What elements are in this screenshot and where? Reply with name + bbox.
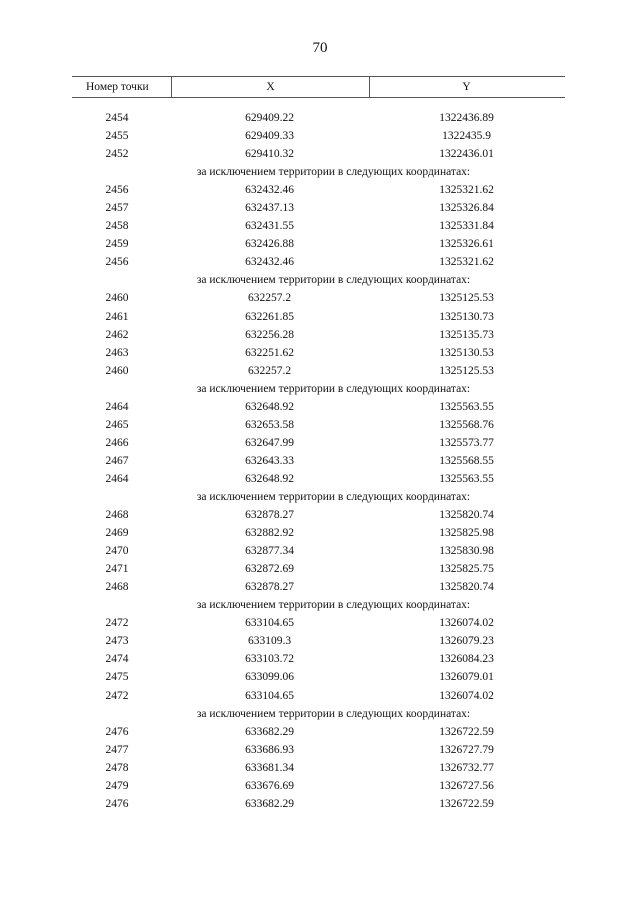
y-cell: 1326727.56 [439, 779, 494, 792]
point-number-cell: 2455 [105, 130, 129, 143]
table-row [72, 344, 565, 362]
table-row [72, 560, 565, 578]
point-number-cell: 2464 [105, 400, 129, 413]
exclusion-note: за исключением территории в следующих координатах: [196, 382, 471, 395]
x-cell: 632877.34 [245, 545, 294, 558]
table-row [72, 578, 565, 596]
x-cell: 632426.88 [245, 238, 294, 251]
header-point-number: Номер точки [86, 81, 149, 93]
table-row [72, 470, 565, 488]
point-number-cell: 2456 [105, 256, 129, 269]
exclusion-note: за исключением территории в следующих координатах: [196, 166, 471, 179]
x-cell: 632872.69 [245, 563, 294, 576]
table-row [72, 506, 565, 524]
table-row [72, 795, 565, 813]
table-row [72, 127, 565, 145]
x-cell: 633686.93 [245, 743, 294, 756]
x-cell: 633104.65 [245, 617, 294, 630]
point-number-cell: 2466 [105, 436, 129, 449]
point-number-cell: 2452 [105, 148, 129, 161]
x-cell: 632437.13 [245, 202, 294, 215]
exclusion-note: за исключением территории в следующих координатах: [196, 707, 471, 720]
point-number-cell: 2460 [105, 292, 129, 305]
x-cell: 629409.22 [245, 112, 294, 124]
point-number-cell: 2457 [105, 202, 129, 215]
y-cell: 1325130.53 [439, 346, 494, 359]
y-cell: 1326074.02 [439, 617, 494, 630]
y-cell: 1326727.79 [439, 743, 494, 756]
x-cell: 632643.33 [245, 454, 294, 467]
point-number-cell: 2475 [105, 671, 129, 684]
point-number-cell: 2460 [105, 364, 129, 377]
table-row [72, 362, 565, 380]
y-cell: 1326084.23 [439, 653, 494, 666]
x-cell: 629410.32 [245, 148, 294, 161]
x-cell: 632257.2 [247, 292, 292, 305]
table-row [72, 524, 565, 542]
x-cell: 633104.65 [245, 689, 294, 702]
y-cell: 1322436.89 [439, 112, 494, 124]
table-row [72, 199, 565, 217]
table-row [72, 398, 565, 416]
y-cell: 1325830.98 [439, 545, 494, 558]
x-cell: 632647.99 [245, 436, 294, 449]
point-number-cell: 2470 [105, 545, 129, 558]
x-cell: 633099.06 [245, 671, 294, 684]
y-cell: 1325563.55 [439, 472, 494, 485]
y-cell: 1325820.74 [439, 509, 494, 522]
x-cell: 632432.46 [245, 256, 294, 269]
table-row [72, 741, 565, 759]
point-number-cell: 2478 [105, 761, 129, 774]
y-cell: 1325573.77 [439, 436, 494, 449]
y-cell: 1325825.98 [439, 527, 494, 540]
point-number-cell: 2472 [105, 689, 129, 702]
table-row [72, 326, 565, 344]
y-cell: 1326079.23 [439, 635, 494, 648]
exclusion-note: за исключением территории в следующих координатах: [196, 599, 471, 612]
point-number-cell: 2462 [105, 328, 129, 341]
y-cell: 1325568.55 [439, 454, 494, 467]
y-cell: 1325326.84 [439, 202, 494, 215]
point-number-cell: 2465 [105, 418, 129, 431]
y-cell: 1325125.53 [439, 292, 494, 305]
point-number-cell: 2471 [105, 563, 129, 576]
x-cell: 632648.92 [245, 472, 294, 485]
y-cell: 1325321.62 [439, 256, 494, 269]
point-number-cell: 2469 [105, 527, 129, 540]
y-cell: 1325135.73 [439, 328, 494, 341]
point-number-cell: 2463 [105, 346, 129, 359]
y-cell: 1325125.53 [439, 364, 494, 377]
y-cell: 1325331.84 [439, 220, 494, 233]
table-row [72, 145, 565, 163]
exclusion-note: за исключением территории в следующих координатах: [196, 274, 471, 287]
table-row [72, 687, 565, 705]
table-row [72, 452, 565, 470]
x-cell: 629409.33 [245, 130, 294, 143]
table-row [72, 759, 565, 777]
point-number-cell: 2468 [105, 509, 129, 522]
point-number-cell: 2479 [105, 779, 129, 792]
y-cell: 1325130.73 [439, 310, 494, 323]
y-cell: 1326079.01 [439, 671, 494, 684]
x-cell: 633676.69 [245, 779, 294, 792]
table-header [72, 76, 565, 98]
x-cell: 632653.58 [245, 418, 294, 431]
table-row [72, 217, 565, 235]
coordinate-table-body [72, 109, 565, 813]
table-row [72, 308, 565, 326]
table-row [72, 416, 565, 434]
table-row [72, 777, 565, 795]
point-number-cell: 2467 [105, 454, 129, 467]
point-number-cell: 2454 [105, 112, 129, 124]
x-cell: 632251.62 [245, 346, 294, 359]
header-y: Y [462, 81, 471, 93]
x-cell: 632261.85 [245, 310, 294, 323]
y-cell: 1325568.76 [439, 418, 494, 431]
point-number-cell: 2476 [105, 797, 129, 810]
y-cell: 1326074.02 [439, 689, 494, 702]
header-x: X [171, 77, 370, 97]
point-number-cell: 2464 [105, 472, 129, 485]
y-cell: 1325326.61 [439, 238, 494, 251]
table-row [72, 650, 565, 668]
y-cell: 1325321.62 [439, 184, 494, 197]
x-cell: 633682.29 [245, 725, 294, 738]
x-cell: 633103.72 [245, 653, 294, 666]
x-cell: 632878.27 [245, 581, 294, 594]
x-cell: 632648.92 [245, 400, 294, 413]
y-cell: 1326732.77 [439, 761, 494, 774]
table-row [72, 632, 565, 650]
x-cell: 633109.3 [247, 635, 292, 648]
point-number-cell: 2461 [105, 310, 129, 323]
x-cell: 632432.46 [245, 184, 294, 197]
table-row [72, 668, 565, 686]
y-cell: 1322436.01 [439, 148, 494, 161]
table-row [72, 253, 565, 271]
x-cell: 632256.28 [245, 328, 294, 341]
point-number-cell: 2477 [105, 743, 129, 756]
point-number-cell: 2474 [105, 653, 129, 666]
table-row [72, 235, 565, 253]
table-row [72, 109, 565, 127]
table-row [72, 723, 565, 741]
exclusion-note: за исключением территории в следующих координатах: [196, 490, 471, 503]
page-number: 70 [312, 40, 328, 56]
table-row [72, 181, 565, 199]
table-row [72, 434, 565, 452]
x-cell: 632431.55 [245, 220, 294, 233]
table-row [72, 614, 565, 632]
y-cell: 1325820.74 [439, 581, 494, 594]
point-number-cell: 2468 [105, 581, 129, 594]
point-number-cell: 2472 [105, 617, 129, 630]
y-cell: 1325563.55 [439, 400, 494, 413]
y-cell: 1326722.59 [439, 797, 494, 810]
point-number-cell: 2459 [105, 238, 129, 251]
point-number-cell: 2456 [105, 184, 129, 197]
table-row [72, 289, 565, 307]
point-number-cell: 2476 [105, 725, 129, 738]
x-cell: 632878.27 [245, 509, 294, 522]
point-number-cell: 2473 [105, 635, 129, 648]
x-cell: 632882.92 [245, 527, 294, 540]
x-cell: 633682.29 [245, 797, 294, 810]
x-cell: 632257.2 [247, 364, 292, 377]
x-cell: 633681.34 [245, 761, 294, 774]
point-number-cell: 2458 [105, 220, 129, 233]
y-cell: 1322435.9 [442, 130, 491, 143]
table-row [72, 542, 565, 560]
y-cell: 1325825.75 [439, 563, 494, 576]
y-cell: 1326722.59 [439, 725, 494, 738]
